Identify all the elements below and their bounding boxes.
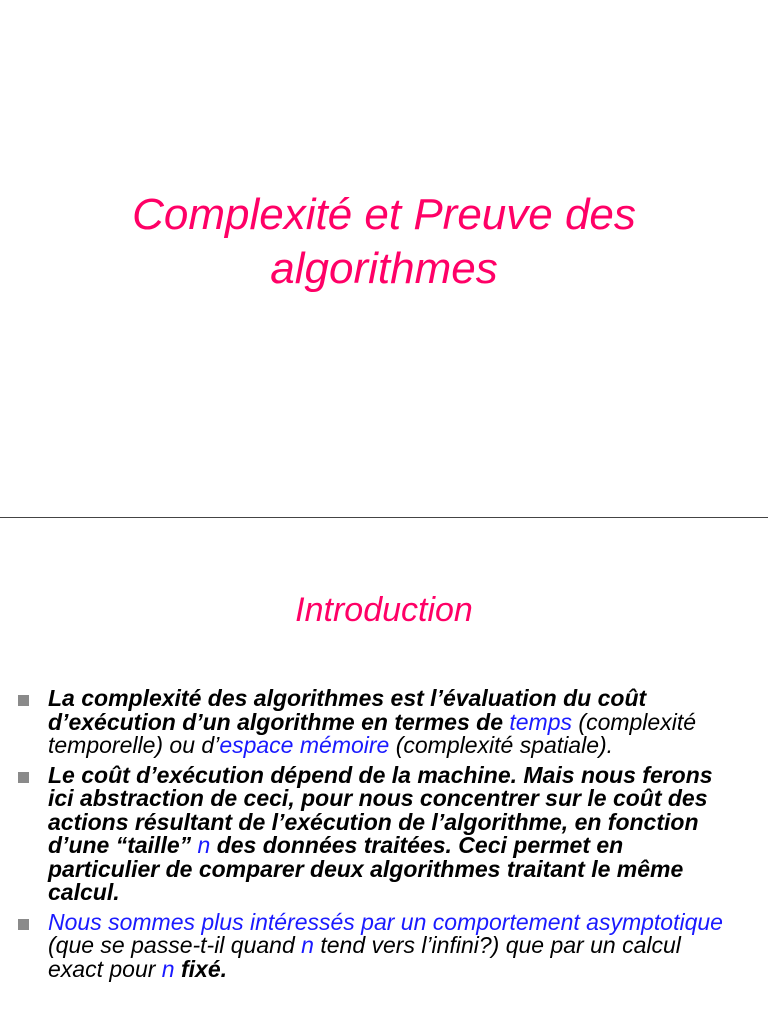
slide-title-line-2: algorithmes	[270, 244, 498, 293]
highlight-n: n	[197, 832, 211, 858]
bullet-item-complexity	[18, 687, 740, 758]
bullet-list	[18, 687, 740, 987]
slide-divider	[0, 517, 768, 518]
bullet-text: tend vers l’infini?) que par un calcul exact pour	[48, 932, 681, 982]
highlight-espace-memoire: espace mémoire	[219, 732, 390, 758]
highlight-n: n	[161, 955, 175, 982]
bullet-text: (complexité temporelle) ou d’	[48, 708, 696, 758]
highlight-asymptotic: Nous sommes plus intéressés par un comportement asymptotique	[48, 908, 723, 935]
square-bullet-icon	[18, 919, 29, 930]
highlight-temps: temps	[509, 708, 573, 735]
bullet-item-cost	[18, 761, 740, 905]
bullet-text: fixé.	[174, 955, 228, 982]
bullet-item-asymptotic	[18, 908, 740, 982]
square-bullet-icon	[18, 695, 29, 706]
slide-title	[0, 188, 768, 296]
introduction-slide	[0, 519, 768, 1024]
highlight-n: n	[301, 932, 314, 958]
square-bullet-icon	[18, 772, 29, 783]
bullet-text: La complexité des algorithmes est l’évaluation du coût d’exécution d’un algorithme en termes de	[48, 685, 647, 735]
slide-title-line-1: Complexité et Preuve des	[132, 190, 636, 239]
bullet-text: Le coût d’exécution dépend de la machine. Mais nous ferons ici abstraction de ceci, pour nous concentrer sur le coût des actions résultant de l’exécution de l’algorithme, en fonction d’une “taille”	[48, 761, 713, 858]
introduction-heading: Introduction	[295, 591, 473, 629]
bullet-text: des données traitées. Ceci permet en particulier de comparer deux algorithmes traitant le même calcul.	[48, 832, 684, 905]
bullet-text: (que se passe-t-il quand	[48, 932, 302, 958]
bullet-text: (complexité spatiale).	[389, 732, 614, 758]
